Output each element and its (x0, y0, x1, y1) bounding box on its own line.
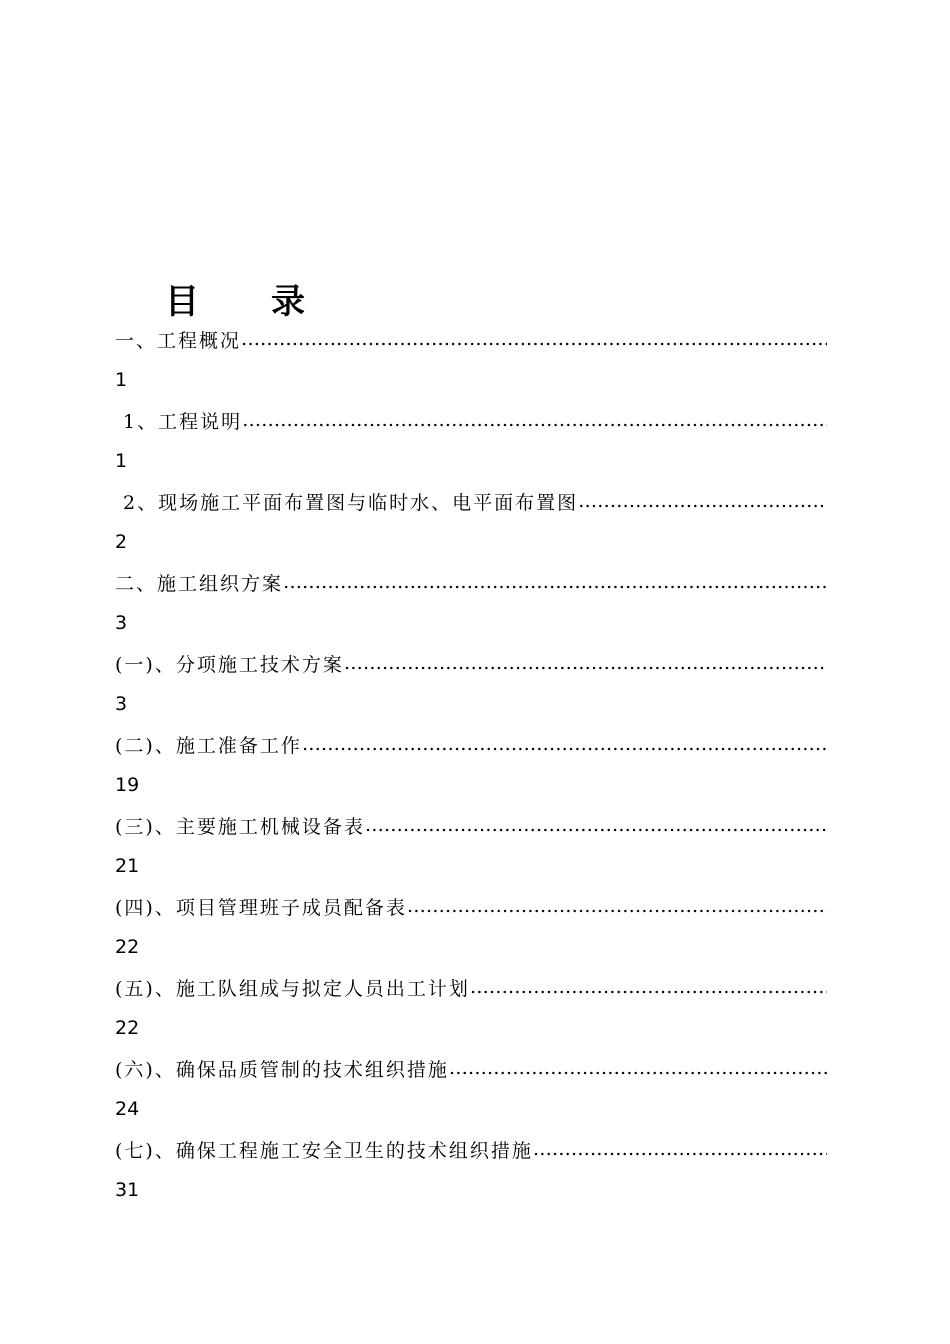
toc-leader-dots (407, 895, 827, 917)
toc-entry-3[interactable] (115, 482, 827, 563)
toc-entry-label: 1、工程说明 (123, 410, 243, 433)
toc-entry-7[interactable] (115, 806, 827, 887)
toc-entry-page: 19 (115, 774, 140, 796)
toc-entry-label: (五)、施工队组成与拟定人员出工计划 (115, 977, 470, 1000)
toc-entry-label: (二)、施工准备工作 (115, 734, 302, 757)
table-of-contents (115, 320, 827, 1211)
toc-entry-label: 二、施工组织方案 (115, 572, 284, 595)
toc-entry-4[interactable] (115, 563, 827, 644)
toc-entry-page: 3 (115, 693, 128, 715)
toc-entry-page: 21 (115, 855, 140, 877)
toc-entry-page: 1 (115, 369, 128, 391)
toc-entry-page: 22 (115, 1017, 140, 1039)
toc-title-char-1: 目 (165, 282, 199, 322)
toc-leader-dots (449, 1057, 827, 1079)
toc-entry-label: (七)、确保工程施工安全卫生的技术组织措施 (115, 1139, 533, 1162)
toc-leader-dots (241, 328, 827, 350)
toc-leader-dots (283, 571, 827, 593)
toc-entry-page: 2 (115, 531, 128, 553)
toc-entry-label: (三)、主要施工机械设备表 (115, 815, 365, 838)
toc-entry-label: (四)、项目管理班子成员配备表 (115, 896, 407, 919)
toc-title (165, 274, 305, 323)
toc-entry-6[interactable] (115, 725, 827, 806)
toc-entry-label: 一、工程概况 (115, 329, 242, 352)
toc-title-char-2: 录 (271, 282, 305, 322)
toc-entry-page: 3 (115, 612, 128, 634)
toc-entry-11[interactable] (115, 1130, 827, 1211)
toc-entry-page: 24 (115, 1098, 140, 1120)
toc-leader-dots (302, 733, 827, 755)
toc-entry-label: (六)、确保品质管制的技术组织措施 (115, 1058, 449, 1081)
toc-entry-page: 31 (115, 1179, 140, 1201)
toc-entry-9[interactable] (115, 968, 827, 1049)
toc-leader-dots (578, 490, 827, 512)
toc-leader-dots (365, 814, 827, 836)
toc-entry-1[interactable] (115, 320, 827, 401)
toc-leader-dots (470, 976, 827, 998)
toc-entry-5[interactable] (115, 644, 827, 725)
toc-entry-label: (一)、分项施工技术方案 (115, 653, 344, 676)
toc-entry-2[interactable] (115, 401, 827, 482)
toc-leader-dots (242, 409, 827, 431)
toc-entry-page: 22 (115, 936, 140, 958)
toc-entry-10[interactable] (115, 1049, 827, 1130)
toc-leader-dots (533, 1138, 827, 1160)
toc-entry-label: 2、现场施工平面布置图与临时水、电平面布置图 (123, 491, 579, 514)
toc-entry-page: 1 (115, 450, 128, 472)
toc-leader-dots (344, 652, 827, 674)
toc-entry-8[interactable] (115, 887, 827, 968)
